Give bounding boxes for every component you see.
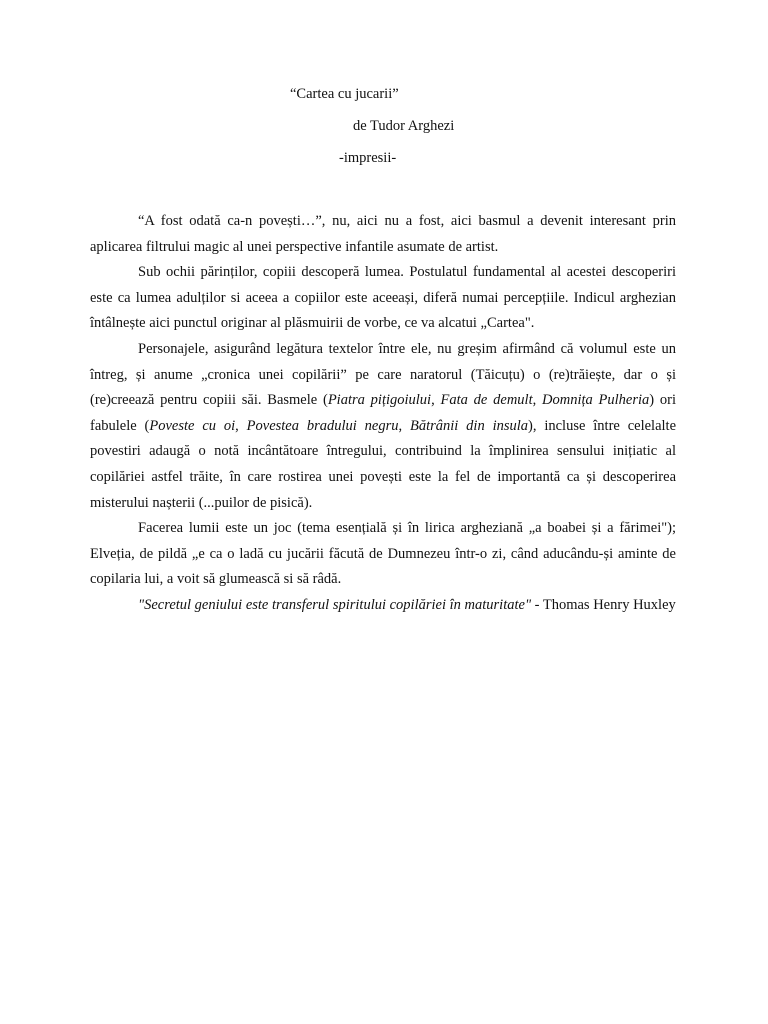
document-body	[90, 209, 676, 619]
text-segment: ,	[235, 417, 247, 434]
paragraph	[90, 337, 676, 516]
paragraph	[90, 516, 676, 593]
italic-text-segment: Bătrânii din insula	[409, 417, 529, 434]
italic-text-segment: Poveste cu oi	[149, 417, 236, 434]
text-segment: ,	[431, 392, 441, 409]
text-segment: ), incluse între celelalte povestiri adaugă o notă incântătoare întregului, contribuind la împlinirea sensului inițiatic al copilăriei astfel trăite, în care rostirea unei povești este la fel de importantă ca și descoperirea misterului nașterii (...puilor de pisică).	[90, 417, 676, 511]
paragraph	[90, 593, 676, 619]
italic-text-segment: Povestea bradului negru	[246, 417, 399, 434]
paragraph	[90, 209, 676, 260]
text-segment: “A fost odată ca-n povești…”, nu, aici nu a fost, aici basmul a devenit interesant prin aplicarea filtrului magic al unei perspective infantile asumate de artist.	[90, 213, 676, 255]
italic-text-segment: "Secretul geniului este transferul spiritului copilăriei în maturitate"	[138, 596, 532, 613]
text-segment: ) ori fabulele (	[90, 392, 677, 434]
text-segment: - Thomas Henry Huxley	[531, 596, 676, 613]
text-segment: Personajele, asigurând legătura textelor între ele, nu greșim afirmând că volumul este un întreg, și anume „cronica unei copilării” pe care naratorul (Tăicuțu) o (re)trăiește, dar o și (re)creează pentru copiii săi. Basmele (	[90, 340, 676, 409]
text-segment: Facerea lumii este un joc (tema esențială și în lirica argheziană „a boabei și a fărimei"); Elveția, de pildă „e ca o ladă cu jucării făcută de Dumnezeu într-o zi, când aducându-și aminte de copilaria lui, a voit să glumească si să râdă.	[90, 520, 676, 588]
document-subtitle: -impresii-	[339, 150, 397, 166]
text-segment: Sub ochii părinților, copiii descoperă lumea. Postulatul fundamental al acestei descoperiri este ca lumea adulților si aceea a copiilor este aceeași, diferă numai percepțiile. Indicul arghezian întâlnește aici punctul originar al plăsmuirii de vorbe, ce va alcatui „Cartea".	[90, 264, 676, 332]
paragraph	[90, 260, 676, 337]
italic-text-segment: Domnița Pulheria	[542, 392, 650, 409]
italic-text-segment: Fata de demult	[440, 392, 533, 409]
document-title: “Cartea cu jucarii”	[290, 86, 399, 102]
text-segment: ,	[532, 392, 543, 409]
italic-text-segment: Piatra pițigoiului	[327, 392, 432, 409]
text-segment: ,	[398, 417, 410, 434]
document-author: de Tudor Arghezi	[353, 118, 455, 134]
